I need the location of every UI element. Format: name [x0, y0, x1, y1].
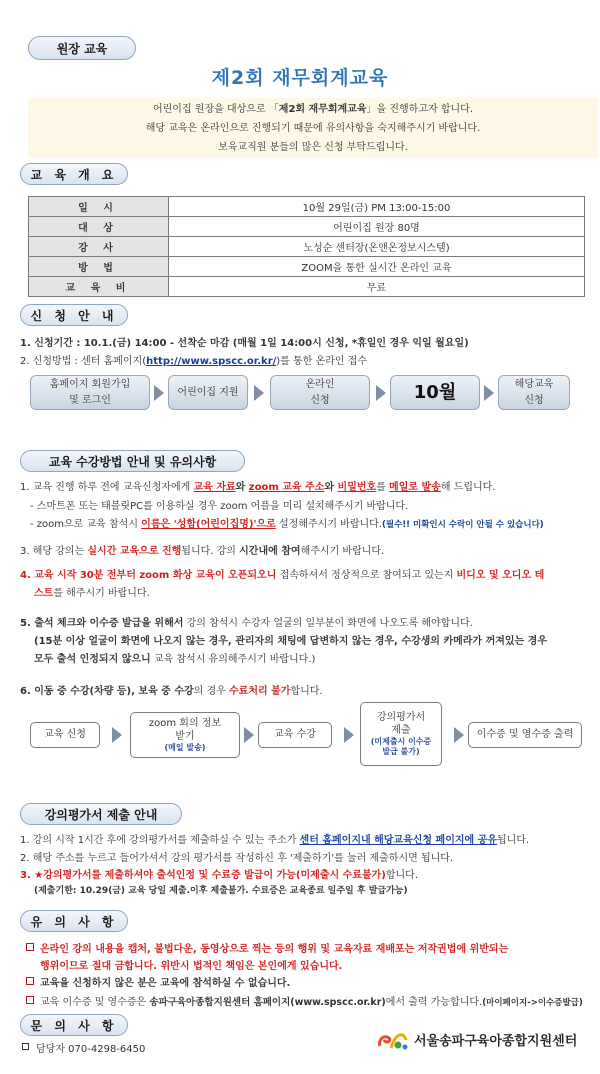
apply-period: 1. 신청기간 : 10.1.(금) 14:00 - 선착순 마감 (매월 1일 14:00시 신청, *휴일인 경우 익일 월요일) — [20, 338, 469, 349]
center-logo — [376, 1024, 586, 1054]
flow-attend: 교육 수강 — [258, 722, 332, 748]
overview-table — [28, 196, 585, 297]
table-row: 방 법 ZOOM을 통한 실시간 온라인 교육 — [29, 257, 585, 277]
method-line-3: 3. 해당 강의는 실시간 교육으로 진행됩니다. 강의 시간내에 참여해주시기 바랍니다. — [20, 546, 385, 557]
inquiry-contact: 담당자 070-4298-6450 — [36, 1044, 146, 1055]
evaluation-heading: 강의평가서 제출 안내 — [20, 803, 182, 825]
method-line-5a: (15분 이상 얼굴이 화면에 나오지 않는 경우, 관리자의 채팅에 답변하지 않는 경우, 수강생의 카메라가 꺼져있는 경우 — [34, 636, 548, 647]
arrow-icon — [154, 385, 164, 401]
evaluation-line-3: 3. ★강의평가서를 제출하셔야 출석인정 및 수료증 발급이 가능(미제출시 수료불가)합니다. — [20, 870, 419, 881]
arrow-icon — [112, 727, 122, 743]
method-line-5b: 모두 출석 인정되지 않으니 교육 참석시 유의해주시기 바랍니다.) — [34, 654, 316, 665]
method-line-5: 5. 출석 체크와 이수증 발급을 위해서 강의 참석시 수강자 얼굴의 일부분이 화면에 나오도록 해야합니다. — [20, 618, 473, 629]
caution-item-1b: 행위이므로 절대 금합니다. 위반시 법적인 책임은 본인에게 있습니다. — [40, 961, 343, 972]
method-line-1: 1. 교육 진행 하루 전에 교육신청자에게 교육 자료와 zoom 교육 주소와 비밀번호를 메일로 발송해 드립니다. — [20, 482, 496, 493]
bullet-icon — [22, 1043, 29, 1050]
evaluation-line-1: 1. 강의 시작 1시간 후에 강의평가서를 제출하실 수 있는 주소가 센터 홈페이지내 해당교육신청 페이지에 공유됩니다. — [20, 835, 530, 846]
flow-apply: 교육 신청 — [30, 722, 100, 748]
overview-heading: 교 육 개 요 — [20, 163, 128, 185]
table-row: 강 사 노성순 센터장(온앤온정보시스템) — [29, 237, 585, 257]
arrow-icon — [376, 385, 386, 401]
logo-text: 서울송파구육아종합지원센터 — [414, 1033, 578, 1049]
evaluation-line-3a: (제출기한: 10.29(금) 교육 당일 제출.이후 제출불가. 수료증은 교육종료 일주일 후 발급가능) — [34, 886, 408, 896]
intro-line-3: 보육교직원 분들의 많은 신청 부탁드립니다. — [218, 142, 408, 153]
arrow-icon — [254, 385, 264, 401]
logo-icon — [376, 1026, 410, 1052]
bullet-icon — [26, 943, 34, 951]
flow-certificate: 이수증 및 영수증 출력 — [468, 722, 582, 748]
table-row: 대 상 어린이집 원장 80명 — [29, 217, 585, 237]
evaluation-line-2: 2. 해당 주소를 누르고 들어가셔서 강의 평가서를 작성하신 후 '제출하기'를 눌러 제출하시면 됩니다. — [20, 853, 454, 864]
homepage-link[interactable]: http://www.spscc.or.kr/ — [146, 356, 277, 367]
method-line-4b: 스트를 해주시기 바랍니다. — [34, 588, 150, 599]
intro-box — [28, 98, 598, 158]
apply-heading: 신 청 안 내 — [20, 304, 128, 326]
caution-item-3: 교육 이수증 및 영수증은 송파구육아종합지원센터 홈페이지(www.spscc.or.kr)에서 출력 가능합니다.(마이페이지->이수증발급) — [40, 997, 583, 1008]
arrow-icon — [244, 727, 254, 743]
caution-heading: 유 의 사 항 — [20, 910, 128, 932]
method-heading: 교육 수강방법 안내 및 유의사항 — [20, 450, 245, 472]
step-daycare: 어린이집 지원 — [168, 375, 248, 410]
method-line-1a: - 스마트폰 또는 태블릿PC를 이용하실 경우 zoom 어플을 미리 설치해주시기 바랍니다. — [30, 501, 409, 512]
intro-line-2: 해당 교육은 온라인으로 진행되기 때문에 유의사항을 숙지해주시기 바랍니다. — [145, 123, 481, 134]
page-title: 제2회 재무회계교육 — [211, 67, 389, 89]
step-online: 온라인 신청 — [270, 375, 370, 410]
bullet-icon — [26, 977, 34, 985]
method-line-6: 6. 이동 중 수강(차량 등), 보육 중 수강의 경우 수료처리 불가합니다. — [20, 686, 323, 697]
table-row: 교 육 비 무료 — [29, 277, 585, 297]
intro-line-1: 어린이집 원장을 대상으로 「제2회 재무회계교육」을 진행하고자 합니다. — [152, 104, 473, 115]
arrow-icon — [344, 727, 354, 743]
step-course: 해당교육 신청 — [498, 375, 570, 410]
caution-item-2: 교육을 신청하지 않은 분은 교육에 참석하실 수 없습니다. — [40, 978, 291, 989]
caution-item-1: 온라인 강의 내용을 캡처, 불법다운, 동영상으로 찍는 등의 행위 및 교육자료 재배포는 저작권법에 위반되는 — [40, 944, 509, 955]
flow-zoom-info: zoom 회의 정보 받기 (메일 발송) — [130, 712, 240, 758]
step-month: 10월 — [390, 375, 480, 410]
section-label: 원장 교육 — [28, 36, 136, 60]
inquiry-heading: 문 의 사 항 — [20, 1014, 128, 1036]
bullet-icon — [26, 996, 34, 1004]
flow-evaluation: 강의평가서 제출 (미제출시 이수증 발급 불가) — [360, 702, 442, 766]
apply-method: 2. 신청방법 : 센터 홈페이지(http://www.spscc.or.kr/)를 통한 온라인 접수 — [20, 356, 368, 367]
arrow-icon — [454, 727, 464, 743]
method-line-4: 4. 교육 시작 30분 전부터 zoom 화상 교육이 오픈되오니 접속하셔서 정상적으로 참여되고 있는지 비디오 및 오디오 테 — [20, 570, 545, 581]
table-row: 일 시 10월 29일(금) PM 13:00-15:00 — [29, 197, 585, 217]
step-signup: 홈페이지 회원가입 및 로그인 — [30, 375, 150, 410]
arrow-icon — [484, 385, 494, 401]
method-line-1b: - zoom으로 교육 참석시 이름은 '성함(어린이집명)'으로 설정해주시기 바랍니다.(필수!! 미확인시 수락이 안될 수 있습니다) — [30, 519, 544, 530]
